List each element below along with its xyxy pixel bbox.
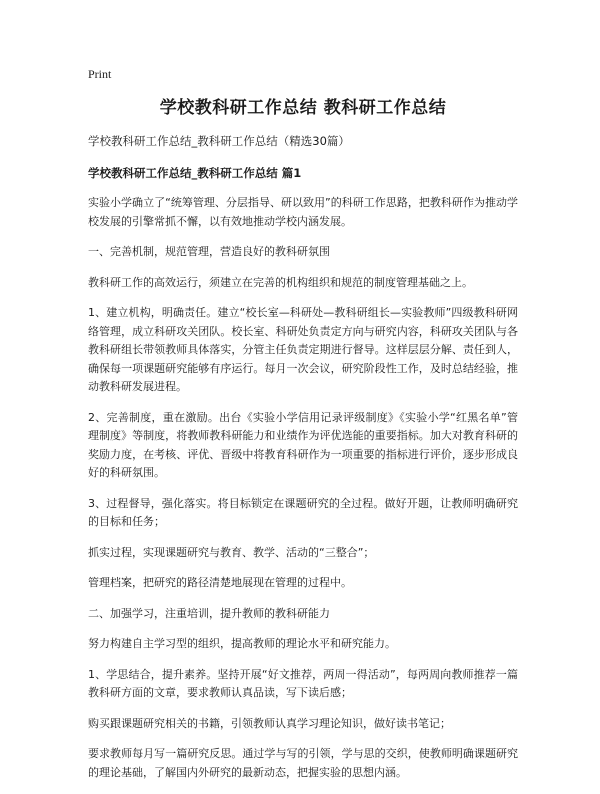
document-page bbox=[88, 66, 518, 794]
print-label: Print bbox=[88, 67, 112, 81]
section-heading: 学校教科研工作总结_教科研工作总结 篇1 bbox=[88, 166, 302, 180]
paragraph-heading-1: 一、完善机制，规范管理，营造良好的教科研氛围 bbox=[88, 245, 330, 258]
paragraph: 1、建立机构，明确责任。建立“校长室—科研处—教科研组长—实验教师”四级教科研网络管理，成立科研攻关团队。校长室、科研处负责定方向与研究内容，科研攻关团队与各教科研组长带领教师具体落实，分管主任负责定期进行督导。这样层层分解、责任到人，确保每一项课题研究能够有序运行。每月一次会议，研究阶段性工作，及时总结经验，推动教科研发展进程。 bbox=[88, 306, 518, 393]
paragraph: 购买跟课题研究相关的书籍，引领教师认真学习理论知识，做好读书笔记； bbox=[88, 716, 451, 730]
paragraph: 教科研工作的高效运行，须建立在完善的机构组织和规范的制度管理基础之上。 bbox=[88, 275, 473, 289]
paragraph: 2、完善制度，重在激励。出台《实验小学信用记录评级制度》《实验小学“红黑名单”管理制度》等制度，将教师教科研能力和业绩作为评优选能的重要指标。加大对教育科研的奖励力度，在考核、评优、晋级中将教育科研作为一项重要的指标进行评价，逐步形成良好的科研氛围。 bbox=[88, 410, 518, 479]
paragraph: 管理档案，把研究的路径清楚地展现在管理的过程中。 bbox=[88, 576, 352, 589]
paragraph: 努力构建自主学习型的组织，提高教师的理论水平和研究能力。 bbox=[88, 637, 396, 650]
paragraph: 要求教师每月写一篇研究反思。通过学与写的引领，学与思的交织，使教师明确课题研究的理论基础，了解国内外研究的最新动态，把握实验的思想内涵。 bbox=[88, 747, 518, 779]
document-subtitle: 学校教科研工作总结_教科研工作总结（精选30篇） bbox=[88, 134, 350, 148]
document-title: 学校教科研工作总结 教科研工作总结 bbox=[159, 98, 447, 118]
paragraph: 1、学思结合，提升素养。坚持开展“好文推荐，两周一得活动”，每两周向教师推荐一篇教科研方面的文章，要求教师认真品读，写下读后感； bbox=[88, 667, 518, 699]
paragraph: 抓实过程，实现课题研究与教育、教学、活动的“三整合”； bbox=[88, 545, 375, 559]
paragraph-intro: 实验小学确立了“统筹管理、分层指导、研以致用”的科研工作思路，把教科研作为推动学校发展的引擎常抓不懈，以有效地推动学校内涵发展。 bbox=[88, 196, 518, 228]
paragraph-heading-2: 二、加强学习，注重培训，提升教师的教科研能力 bbox=[88, 606, 330, 620]
paragraph: 3、过程督导，强化落实。将目标锁定在课题研究的全过程。做好开题，让教师明确研究的目标和任务； bbox=[88, 496, 518, 528]
